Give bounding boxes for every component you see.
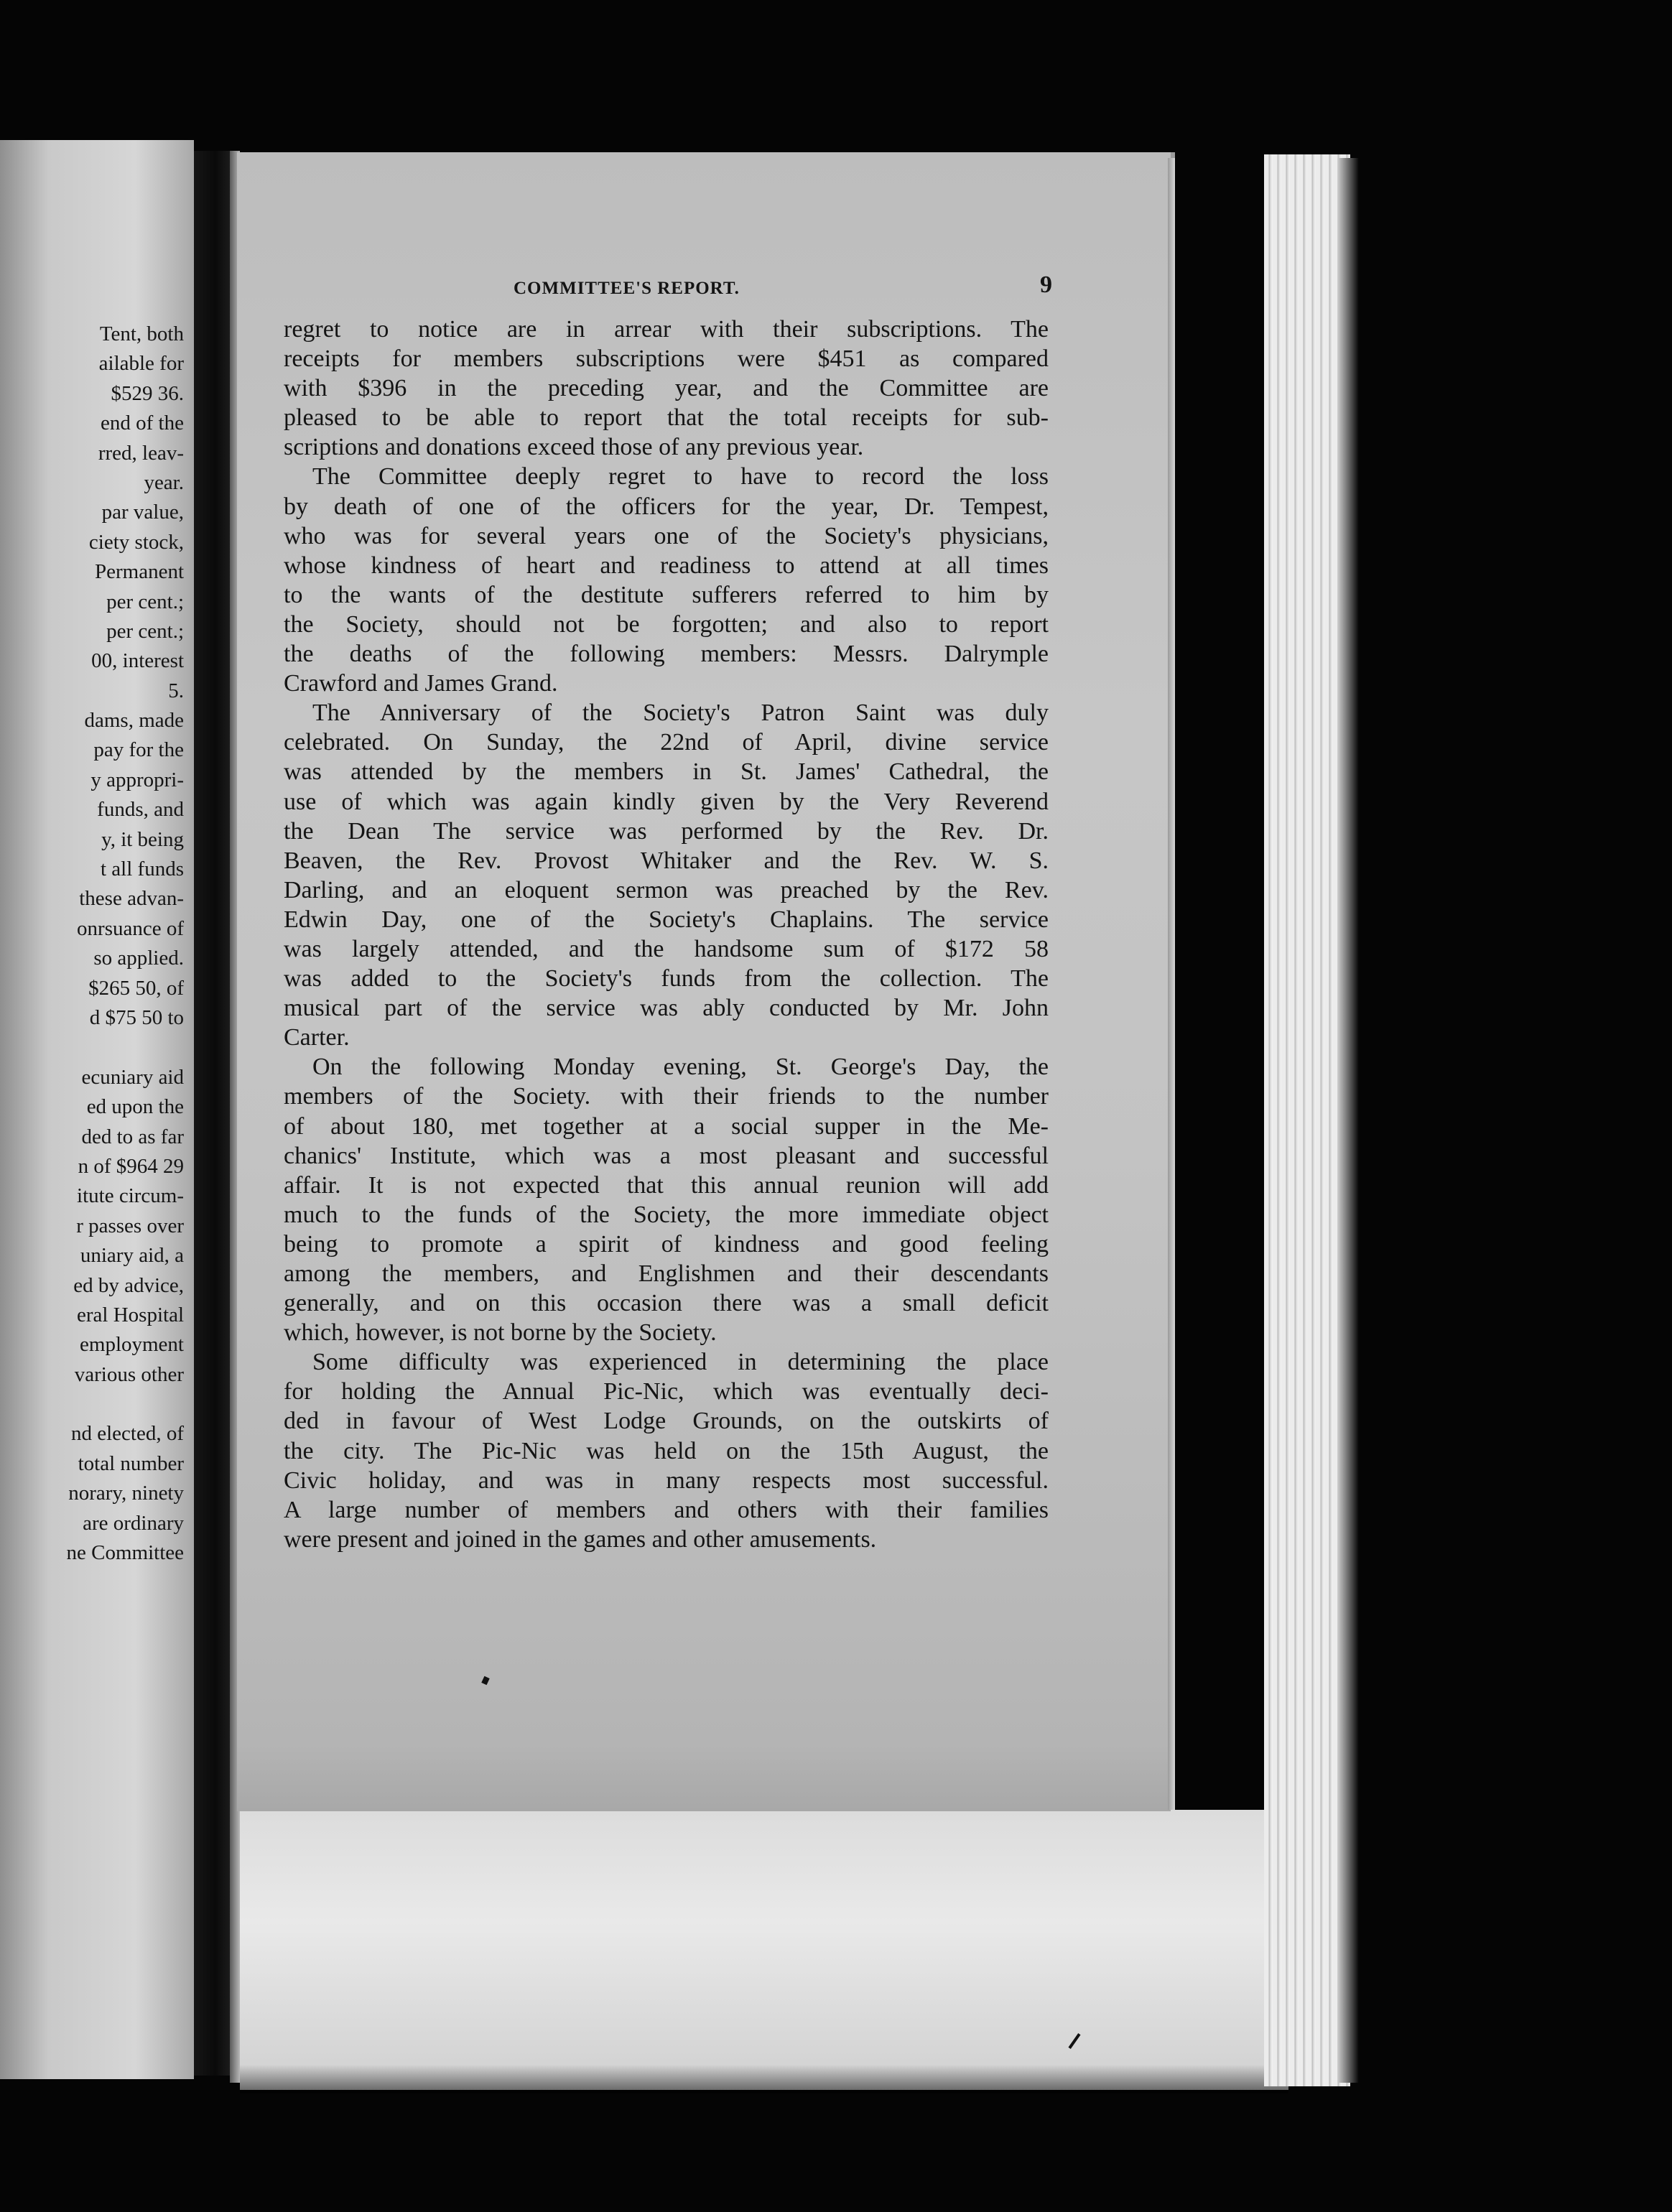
facing-page-line: 00, interest [91,649,184,673]
facing-page-line: per cent.; [106,619,184,643]
text-line: Civic holiday, and was in many respects most successful. [284,1467,1049,1494]
facing-page-line: norary, ninety [68,1482,184,1505]
text-line: among the members, and Englishmen and their descendants [284,1260,1049,1287]
report-body [284,315,1049,1554]
facing-page-line: ciety stock, [88,530,184,554]
facing-page-line: ed upon the [86,1095,184,1119]
facing-page-line: d $75 50 to [89,1005,184,1029]
facing-page-line: rred, leav- [98,441,184,465]
text-line: the Society, should not be forgotten; and also to report [284,610,1049,638]
facing-page-line: itute circum- [77,1184,184,1208]
page-edges-shadow [1337,158,1359,2083]
text-line: the Dean The service was performed by the Rev. Dr. [284,817,1049,845]
text-line: the city. The Pic-Nic was held on the 15th August, the [284,1437,1049,1464]
facing-page-line: various other [74,1362,184,1386]
text-line: The Anniversary of the Society's Patron Saint was duly [312,700,1049,727]
book-gutter [194,151,230,2076]
facing-page-line [0,1390,184,1419]
text-line: which, however, is not borne by the Society. [284,1319,717,1347]
facing-page-line: par value, [101,501,184,524]
facing-page-line: 5. [168,679,184,702]
facing-page-line: funds, and [97,798,184,822]
facing-page-line: year. [144,470,184,494]
page-text-block [284,271,1053,1554]
facing-page-line: uniary aid, a [80,1244,184,1268]
text-line: pleased to be able to report that the total receipts for sub- [284,404,1049,432]
text-line: regret to notice are in arrear with their subscriptions. The [284,316,1049,343]
facing-page-line: employment [80,1333,184,1357]
facing-page-line: ded to as far [81,1125,184,1148]
text-line: On the following Monday evening, St. George's Day, the [312,1054,1049,1081]
text-line: celebrated. On Sunday, the 22nd of April, divine service [284,729,1049,756]
text-line: was added to the Society's funds from the collection. The [284,965,1049,993]
facing-page-line: so applied. [93,947,184,970]
book-page-lower [237,1589,1171,1811]
facing-page-left [0,140,194,2079]
text-line: for holding the Annual Pic-Nic, which was eventually deci- [284,1378,1049,1405]
text-line: Beaven, the Rev. Provost Whitaker and the Rev. W. S. [284,847,1049,874]
text-line: to the wants of the destitute sufferers referred to him by [284,581,1049,608]
text-line: receipts for members subscriptions were $451 as compared [284,345,1049,373]
running-title: COMMITTEE'S REPORT. [514,279,740,298]
book-page-right-edge [1168,158,1175,1810]
page-header [284,271,1053,307]
facing-page-line: Tent, both [99,322,184,345]
text-line: Some difficulty was experienced in determining the place [312,1349,1049,1376]
facing-page-line: pay for the [93,738,184,762]
facing-page-line: dams, made [84,709,184,733]
text-line: use of which was again kindly given by the Very Reverend [284,788,1049,815]
text-line: who was for several years one of the Society's physicians, [284,522,1049,549]
text-line: of about 180, met together at a social supper in the Me- [284,1112,1049,1140]
facing-page-line: y appropri- [90,768,184,791]
text-line: being to promote a spirit of kindness and good feeling [284,1230,1049,1258]
text-line: generally, and on this occasion there was a small deficit [284,1290,1049,1317]
text-line: musical part of the service was ably conducted by Mr. John [284,995,1049,1022]
text-line: the deaths of the following members: Messrs. Dalrymple [284,641,1049,668]
facing-page-line: n of $964 29 [78,1154,184,1178]
text-line: much to the funds of the Society, the more immediate object [284,1201,1049,1228]
text-line: Darling, and an eloquent sermon was preached by the Rev. [284,876,1049,903]
facing-page-line: eral Hospital [77,1303,184,1326]
facing-page-line: total number [78,1451,184,1475]
facing-page-line: ailable for [98,352,184,376]
facing-page-line: y, it being [101,827,184,851]
text-line: affair. It is not expected that this annual reunion will add [284,1171,1049,1199]
text-line: with $396 in the preceding year, and the Committee are [284,375,1049,402]
text-line: members of the Society. with their friends to the number [284,1083,1049,1110]
facing-page-line: Permanent [94,560,184,584]
text-line: by death of one of the officers for the year, Dr. Tempest, [284,493,1049,520]
text-line: Crawford and James Grand. [284,670,558,697]
facing-page-line: r passes over [76,1214,184,1237]
page-number: 9 [1040,271,1053,298]
facing-page-line: these advan- [79,887,184,911]
text-line: Carter. [284,1024,350,1051]
facing-page-line: ecuniary aid [81,1065,184,1089]
facing-page-line: end of the [101,412,184,435]
text-line: was largely attended, and the handsome sum of $172 58 [284,935,1049,962]
book-block-shadow [240,2065,1288,2094]
text-line: scriptions and donations exceed those of any previous year. [284,434,864,461]
facing-page-line: ed by advice, [73,1273,184,1297]
facing-page-line: per cent.; [106,590,184,613]
text-line: The Committee deeply regret to have to record the loss [312,463,1049,491]
facing-page-line: nd elected, of [70,1422,184,1446]
book-block-lower [240,1810,1288,2090]
text-line: chanics' Institute, which was a most pleasant and successful [284,1142,1049,1169]
text-line: A large number of members and others with their families [284,1496,1049,1523]
facing-page-line: $265 50, of [88,976,184,1000]
text-line: ded in favour of West Lodge Grounds, on the outskirts of [284,1408,1049,1435]
facing-page-line: onrsuance of [77,916,184,940]
facing-page-line: $529 36. [111,381,184,405]
text-line: was attended by the members in St. James' Cathedral, the [284,758,1049,786]
text-line: whose kindness of heart and readiness to attend at all times [284,552,1049,579]
facing-page-line: t all funds [101,858,184,881]
facing-page-line: are ordinary [83,1511,184,1535]
facing-page-text-column [0,320,184,1568]
text-line: Edwin Day, one of the Society's Chaplains. The service [284,906,1049,933]
text-line: were present and joined in the games and other amusements. [284,1525,877,1553]
facing-page-line: ne Committee [66,1541,184,1565]
facing-page-line [0,1033,184,1062]
